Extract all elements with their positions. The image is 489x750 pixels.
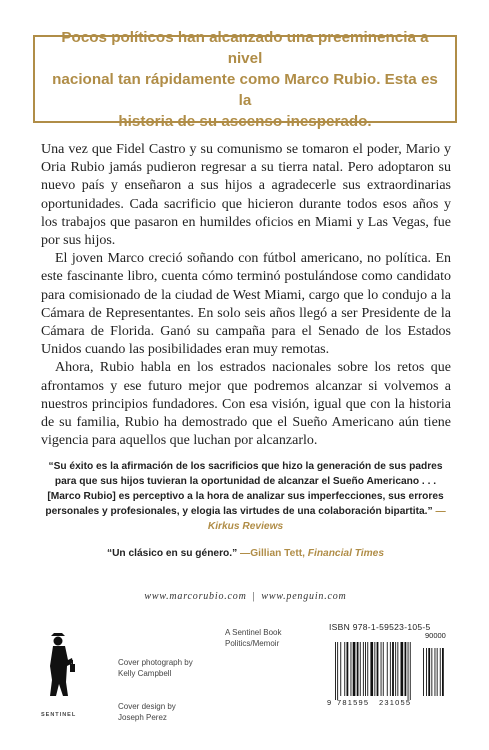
barcode-block: [327, 618, 453, 722]
quote2-attribution-pub: Financial Times: [307, 548, 385, 559]
publisher-category: [225, 627, 281, 649]
body-paragraph-3: Ahora, Rubio habla en los estrados nacionales sobre los retos que afrontamos y ese futuro mejor que podremos alcanzar si volvemos a nuestros principios fundadores. Con esa visión, igual que con la historia de su familia, Rubio ha demostrado que el Sueño Americano aún tiene vigencia para aquellos que luchan por alcanzarlo.: [41, 360, 451, 449]
barcode-price: 90000: [425, 631, 446, 640]
isbn-text: ISBN 978-1-59523-105-5: [329, 622, 431, 632]
barcode-lead-digit: 9: [327, 698, 332, 707]
body-text: [41, 141, 451, 450]
design-credit: [118, 701, 176, 723]
website-separator: |: [252, 591, 256, 602]
websites: [41, 591, 450, 602]
sentinel-logo-text: SENTINEL: [41, 712, 77, 718]
quote-text: “Su éxito es la afirmación de los sacrificios que hizo la generación de sus padres para que sus hijos tuvieran la oportunidad de alcanzar el Sueño Americano . . . [Marco Rubio] es perceptivo a la hora de analizar sus imperfecciones, sus errores personales y profesionales, y elogia las virtudes de una colaboración bipartita.”: [45, 461, 444, 517]
body-paragraph-1: Una vez que Fidel Castro y su comunismo se tomaron el poder, Mario y Oria Rubio jamás pudieron regresar a su tierra natal. Pero adoptaron su nuevo país y enseñaron a sus hijos a agradecerle sus extraordinarias oportunidades. Cada sacrificio que hicieron durante todos esos años y los trabajos que pasaron en humildes oficios en Miami y Las Vegas, fue por sus hijos.: [41, 142, 451, 249]
headline-line-2: nacional tan rápidamente como Marco Rubio. Esta es la: [52, 70, 438, 109]
photo-credit-line-2: Kelly Campbell: [118, 669, 172, 678]
review-quote-kirkus: [41, 459, 450, 534]
design-credit-line-1: Cover design by: [118, 702, 176, 711]
barcode-icon: [327, 634, 453, 708]
quote2-text: “Un clásico en su género.”: [106, 548, 238, 559]
body-paragraph-2: El joven Marco creció soñando con fútbol americano, no política. En este fascinante libro, cuenta cómo terminó postulándose como candidato para comisionado de la ciudad de West Miami, cargo que lo condujo a la Cámara de Representantes. En solo seis años llegó a ser Presidente de la Cámara de Florida. Ganó su campaña para el Senado de los Estados Unidos cuando las posibilidades eran muy remotas.: [41, 251, 451, 358]
barcode-group-2: 231055: [379, 698, 412, 707]
headline-line-3: historia de su ascenso inesperado.: [118, 112, 372, 130]
quote2-attribution-name: —Gillian Tett,: [237, 548, 308, 559]
website-link-marcorubio[interactable]: www.marcorubio.com: [144, 591, 247, 602]
photo-credit-line-1: Cover photograph by: [118, 658, 193, 667]
photo-credit: [118, 657, 193, 679]
sentinel-logo: [41, 630, 81, 725]
headline-box: [33, 28, 457, 130]
headline-line-1: Pocos políticos han alcanzado una preeminencia a nivel: [61, 28, 429, 67]
publisher-line-1: A Sentinel Book: [225, 628, 282, 637]
quote-dash: —: [432, 506, 446, 517]
publisher-line-2: Politics/Memoir: [225, 639, 280, 648]
review-quote-ft: [41, 548, 450, 559]
design-credit-line-2: Joseph Perez: [118, 713, 167, 722]
barcode-group-1: 781595: [337, 698, 370, 707]
quote-attribution: Kirkus Reviews: [207, 521, 284, 532]
headline-text: [35, 27, 455, 132]
website-link-penguin[interactable]: www.penguin.com: [261, 591, 347, 602]
